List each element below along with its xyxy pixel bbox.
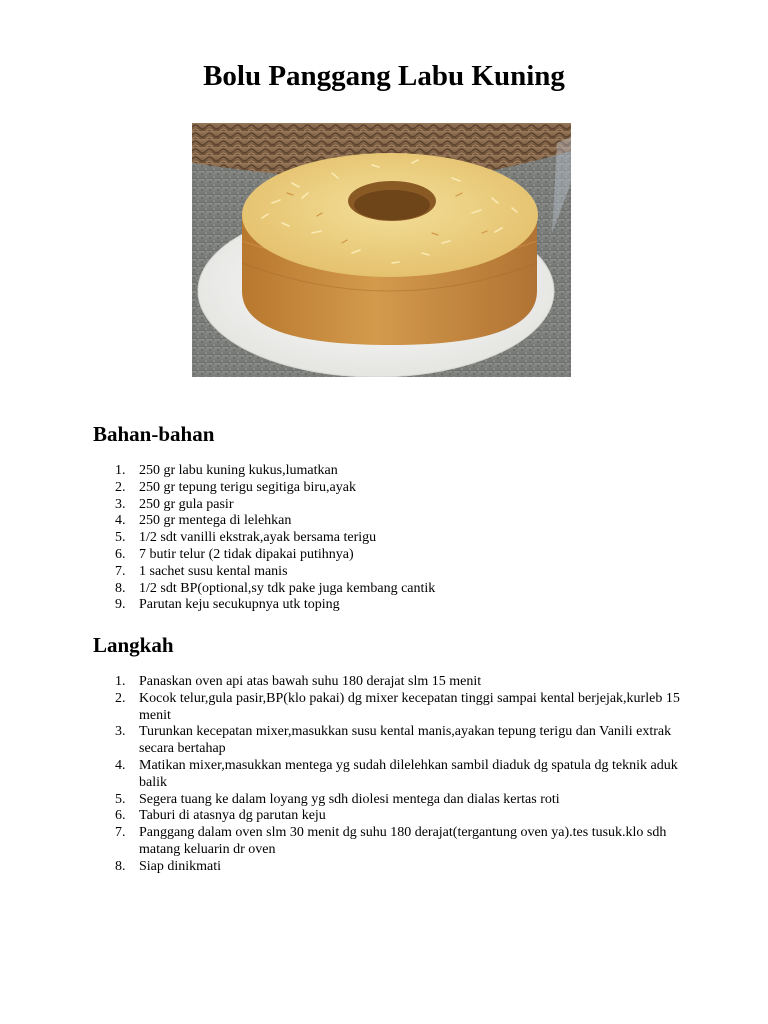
cake-photo-image	[192, 123, 571, 377]
list-item: 9. Parutan keju secukupnya utk toping	[115, 597, 340, 613]
list-item: 4. 250 gr mentega di lelehkan	[115, 513, 292, 529]
list-item: 6. 7 butir telur (2 tidak dipakai putihnya)	[115, 546, 354, 562]
list-item: 8. 1/2 sdt BP(optional,sy tdk pake juga kembang cantik	[115, 580, 436, 596]
ingredients-heading: Bahan-bahan	[93, 422, 215, 446]
cake-photo	[192, 123, 571, 377]
list-item: 2. Kocok telur,gula pasir,BP(klo pakai) dg mixer kecepatan tinggi sampai kental berjejak,kurleb 15 menit	[115, 690, 680, 723]
steps-list	[93, 674, 683, 876]
list-item: 3. Turunkan kecepatan mixer,masukkan susu kental manis,ayakan tepung terigu dan Vanili extrak secara bertahap	[115, 724, 672, 757]
list-item: 2. 250 gr tepung terigu segitiga biru,ayak	[115, 479, 356, 495]
steps-heading: Langkah	[93, 633, 174, 657]
ingredients-list	[93, 463, 683, 614]
list-item: 1. Panaskan oven api atas bawah suhu 180 derajat slm 15 menit	[115, 674, 482, 689]
list-item: 1. 250 gr labu kuning kukus,lumatkan	[115, 463, 338, 478]
list-item: 6. Taburi di atasnya dg parutan keju	[115, 808, 326, 824]
list-item: 4. Matikan mixer,masukkan mentega yg sudah dilelehkan sambil diaduk dg spatula dg teknik aduk balik	[115, 757, 678, 790]
list-item: 3. 250 gr gula pasir	[115, 496, 234, 512]
list-item: 7. Panggang dalam oven slm 30 menit dg suhu 180 derajat(tergantung oven ya).tes tusuk.klo sdh matang keluarin dr oven	[115, 825, 667, 857]
list-item: 5. Segera tuang ke dalam loyang yg sdh diolesi mentega dan dialas kertas roti	[115, 791, 560, 807]
list-item: 7. 1 sachet susu kental manis	[115, 563, 288, 579]
page-title: Bolu Panggang Labu Kuning	[203, 60, 565, 92]
list-item: 5. 1/2 sdt vanilli ekstrak,ayak bersama terigu	[115, 530, 377, 546]
list-item: 8. Siap dinikmati	[115, 858, 222, 874]
